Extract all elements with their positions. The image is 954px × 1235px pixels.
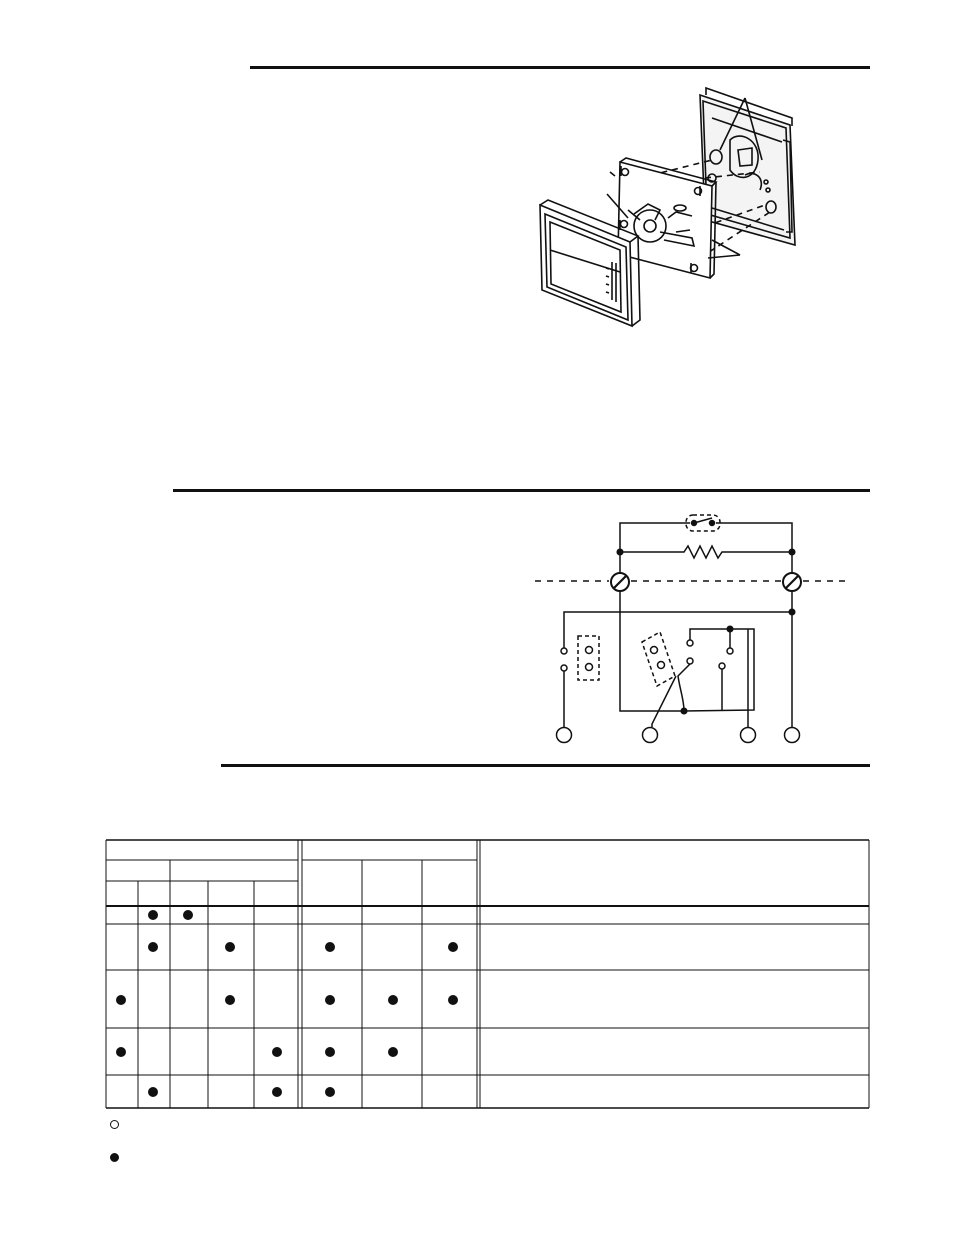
table-cell-mark: [183, 910, 193, 920]
thermostat-exploded-view-icon: [520, 90, 840, 340]
open-circle-icon: [110, 1120, 119, 1129]
table-cell-mark: [148, 910, 158, 920]
section-1-rule: [250, 66, 870, 69]
table-cell-mark: [148, 1087, 158, 1097]
table-cell-mark: [325, 1087, 335, 1097]
table-cell-mark: [225, 995, 235, 1005]
thermostat-wiring-schematic-icon: [530, 505, 860, 750]
table-cell-mark: [388, 995, 398, 1005]
switching-table: [100, 835, 875, 1115]
table-cell-mark: [272, 1087, 282, 1097]
table-cell-mark: [325, 1047, 335, 1057]
filled-circle-icon: [110, 1153, 119, 1162]
section-3-rule: [221, 764, 870, 767]
table-cell-mark: [272, 1047, 282, 1057]
table-cell-mark: [116, 995, 126, 1005]
table-cell-mark: [448, 942, 458, 952]
table-cell-mark: [388, 1047, 398, 1057]
table-cell-mark: [448, 995, 458, 1005]
table-cell-mark: [325, 995, 335, 1005]
table-cell-mark: [325, 942, 335, 952]
section-2-rule: [173, 489, 870, 492]
table-cell-mark: [225, 942, 235, 952]
table-cell-mark: [148, 942, 158, 952]
table-cell-mark: [116, 1047, 126, 1057]
